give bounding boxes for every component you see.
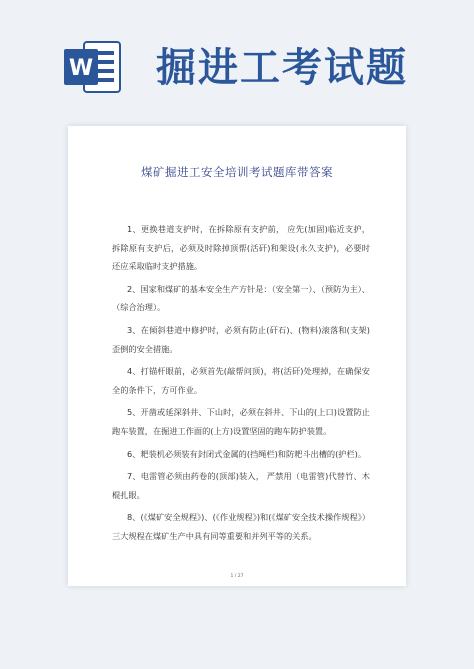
paragraph-6: 6、耙装机必须装有封闭式金属的(挡绳栏)和防耙斗出槽的(护栏)。 (127, 448, 367, 459)
page-number: 1 / 27 (230, 574, 244, 579)
banner (0, 0, 474, 118)
paragraph-4: 4、打锚杆眼前，必须首先(敲帮问顶)，将(活矸)处理掉，在确保安全的条件下，方可作业。 (112, 366, 370, 395)
paragraph-7: 7、电雷管必须由药卷的(顶部)装入， 严禁用（电雷管)代替竹、木棍扎眼。 (112, 471, 370, 500)
word-logo-letter: W (68, 56, 94, 81)
paragraph-2: 2、国家和煤矿的基本安全生产方针是：（安全第一）、（预防为主）、（综合治理）。 (112, 283, 370, 313)
paragraph-5: 5、开凿或延深斜井、下山时，必须在斜井、下山的(上口)设置防止跑车装置，在掘进工作面的(上方)设置坚固的跑车防护装置。 (112, 407, 370, 436)
watermark (8, 558, 15, 560)
word-icon (62, 36, 124, 98)
document-body (112, 220, 370, 550)
paragraph-1: 1、更换巷道支护时，在拆除原有支护前， 应先(加固)临近支护，拆除原有支护后，必须及时除掉顶帮(活矸)和架设(永久支护)，必要时还应采取临时支护措施。 (112, 224, 370, 272)
banner-title: 掘进工考试题 (156, 45, 408, 91)
document-title: 煤矿掘进工安全培训考试题库带答案 (141, 165, 333, 179)
document-page (68, 126, 406, 586)
paragraph-3: 3、在倾斜巷道中修护时，必须有防止(矸石)、(物料)滚落和(支架)歪倒的安全措施。 (112, 324, 370, 354)
paragraph-8: 8、(《煤矿安全规程》)、(《作业规程》)和(《煤矿安全技术操作规程》）三大规程在煤矿生产中具有同等重要和并列平等的关系。 (112, 512, 370, 541)
